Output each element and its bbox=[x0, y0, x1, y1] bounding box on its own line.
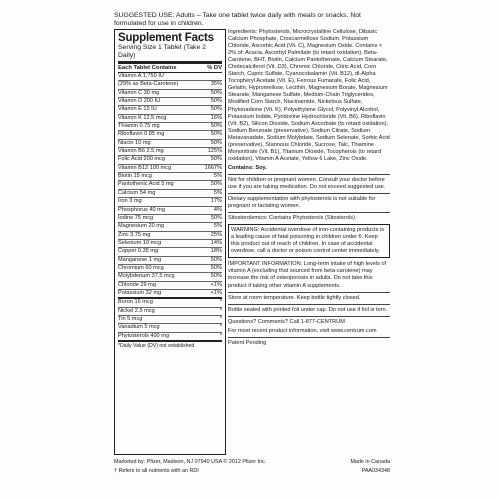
nutrient-dv: 50% bbox=[210, 123, 222, 130]
label-footer bbox=[114, 458, 390, 476]
dv-footnote: *Daily Value (DV) not established. bbox=[118, 343, 196, 349]
warning-box: WARNING: Accidental overdose of iron-containing products is a leading cause of fatal poisoning in children under 6. Keep this product out of reach of children. In case of accidental overdose, call a doctor or poison control center immediately. bbox=[228, 224, 390, 258]
nutrient-name: Molybdenum 37.5 mcg bbox=[118, 273, 175, 280]
nutrient-name: Selenium 10 mcg bbox=[118, 239, 162, 246]
nutrient-row bbox=[118, 148, 222, 156]
nutrient-dv: 17% bbox=[210, 198, 222, 205]
nutrient-dv: * bbox=[219, 315, 222, 322]
nutrient-name: Chromium 60 mcg bbox=[118, 264, 164, 271]
product-code: PAA034348 bbox=[361, 468, 390, 474]
nutrient-name: Vitamin A 1,750 IU bbox=[118, 73, 164, 79]
nutrient-name: Riboflavin 0.85 mg bbox=[118, 131, 165, 138]
consult-text: Not for children or pregnant women. Consult your doctor before use if you are taking medication. Do not exceed suggested use. bbox=[228, 176, 386, 190]
nutrient-name: Magnesium 20 mg bbox=[118, 223, 165, 230]
made-in: Made in Canada bbox=[350, 459, 390, 465]
nutrient-rows bbox=[118, 73, 222, 299]
nutrient-dv: 50% bbox=[210, 264, 222, 271]
header-right: % DV bbox=[207, 65, 222, 71]
storage-text: Store at room temperature. Keep bottle tightly closed. bbox=[228, 294, 361, 301]
nutrient-rows-no-dv bbox=[118, 299, 222, 342]
nutrient-dv: <1% bbox=[210, 281, 222, 288]
nutrient-name: Vitamin D 200 IU bbox=[118, 98, 161, 105]
nutrient-dv: 5% bbox=[213, 189, 222, 196]
nutrient-row bbox=[118, 131, 222, 139]
nutrient-row bbox=[118, 198, 222, 206]
nutrient-name: Niacin 10 mg bbox=[118, 139, 151, 146]
nutrient-row bbox=[118, 316, 222, 324]
nutrient-row bbox=[118, 223, 222, 231]
nutrient-row bbox=[118, 248, 222, 256]
nutrient-row bbox=[118, 240, 222, 248]
nutrient-dv: 50% bbox=[210, 89, 222, 96]
nutrient-name: Folic Acid 200 mcg bbox=[118, 156, 165, 163]
nutrient-name: Phytosterols 400 mg bbox=[118, 332, 169, 339]
nutrient-dv: 50% bbox=[210, 131, 222, 138]
suggested-use-text: SUGGESTED USE: Adults – Take one tablet twice daily with meals or snacks. Not formulated for use in children. bbox=[114, 12, 361, 28]
nutrient-row bbox=[118, 324, 222, 332]
nutrient-dv: 50% bbox=[210, 214, 222, 221]
nutrient-row bbox=[118, 106, 222, 114]
divider bbox=[228, 292, 390, 293]
questions-text: Questions? Comments? Call 1-877-CENTRUM bbox=[228, 318, 345, 325]
divider bbox=[228, 304, 390, 305]
nutrient-dv: * bbox=[219, 332, 222, 339]
rdi-footnote: † Refers to all nutrients with an RDI bbox=[114, 468, 199, 474]
nutrient-name: Tin 5 mcg bbox=[118, 315, 143, 322]
nutrient-row bbox=[118, 81, 222, 89]
nutrient-dv: 16% bbox=[210, 114, 222, 121]
nutrient-dv: 4% bbox=[213, 206, 222, 213]
nutrient-row bbox=[118, 173, 222, 181]
nutrient-row bbox=[118, 257, 222, 265]
ingredients-text: Ingredients: Phytosterols, Microcrystalline Cellulose, Dibasic Calcium Phosphate, Croscarmellose Sodium, Potassium Chloride, Ascorbic Acid (Vit. C), Magnesium Oxide. Contains < 2% of: Acacia, Ascorbyl Palmitate (to retard oxidation), Beta-Carotene, BHT, Biotin, Calcium Pantothenate, Calcium Stearate, Cholecalciferol (Vit. D3), Chromic Chloride, Citric Acid, Corn Starch, Cupric Sulfate, Cyanocobalamin (Vit. B12), dl-Alpha Tocopheryl Acetate (Vit. E), Ferrous Fumarate, Folic Acid, Gelatin, Hypromellose, Lecithin, Magnesium Borate, Magnesium Stearate, Manganese Sulfate, Medium-Chain Triglycerides, Modified Corn Starch, Niacinamide, Nickelous Sulfate, Phytonadione (Vit. K), Polyethylene Glycol, Polyvinyl Alcohol, Potassium Iodide, Pyridoxine Hydrochloride (Vit. B6), Riboflavin (Vit. B2), Silicon Dioxide, Sodium Ascorbate (to retard oxidation), Sodium Benzoate (preservative), Sodium Citrate, Sodium Metavanadate, Sodium Molybdate, Sodium Selenate, Sorbic Acid (preservative), Stannous Chloride, Sucrose, Talc, Thiamine Mononitrate (Vit. B1), Titanium Dioxide, Tocopherols (to retard oxidation), Vitamin A Acetate, Yellow 6 Lake, Zinc Oxide. bbox=[228, 29, 390, 162]
nutrient-name: Pantothenic Acid 5 mg bbox=[118, 181, 174, 188]
nutrient-name: Vitamin C 30 mg bbox=[118, 89, 160, 96]
nutrient-row bbox=[118, 165, 222, 173]
nutrient-row bbox=[118, 265, 222, 273]
nutrient-name: Vitamin K 12.5 mcg bbox=[118, 114, 167, 121]
nutrient-name: Iron 3 mg bbox=[118, 198, 142, 205]
nutrient-row bbox=[118, 308, 222, 316]
nutrient-name: Manganese 1 mg bbox=[118, 256, 162, 263]
nutrient-row bbox=[118, 273, 222, 281]
divider bbox=[228, 212, 390, 213]
header-left: Each Tablet Contains bbox=[118, 65, 177, 71]
nutrient-row bbox=[118, 73, 222, 81]
marketed-by: Marketed by: Pfizer, Madison, NJ 07940 USA © 2012 Pfizer Inc. bbox=[114, 459, 267, 465]
facts-title: Supplement Facts bbox=[118, 32, 214, 44]
serving-size: Serving Size 1 Tablet (Take 2 Daily) bbox=[118, 44, 222, 64]
nutrient-row bbox=[118, 90, 222, 98]
dietary-text: Dietary supplementation with phytosterols is not suitable for pregnant or lactating women. bbox=[228, 196, 376, 210]
nutrient-dv: 50% bbox=[210, 106, 222, 113]
nutrient-row bbox=[118, 290, 222, 299]
marketed-line bbox=[114, 458, 390, 467]
nutrient-row bbox=[118, 333, 222, 342]
nutrient-dv: * bbox=[219, 307, 222, 314]
nutrient-dv: 25% bbox=[210, 231, 222, 238]
nutrient-dv: 50% bbox=[210, 156, 222, 163]
nutrient-name: Vitamin B12 100 mcg bbox=[118, 164, 172, 171]
nutrient-row bbox=[118, 156, 222, 164]
nutrient-row bbox=[118, 215, 222, 223]
nutrient-dv: 50% bbox=[210, 139, 222, 146]
product-info-text: For most recent product information, visit www.centrum.com bbox=[228, 327, 377, 334]
nutrient-name: Biotin 15 mcg bbox=[118, 173, 152, 180]
nutrient-row bbox=[118, 299, 222, 307]
sealed-text: Bottle sealed with printed foil under cap. Do not use if foil is torn. bbox=[228, 306, 388, 313]
nutrient-name: Vitamin B6 2.5 mg bbox=[118, 148, 164, 155]
divider bbox=[228, 316, 390, 317]
nutrient-dv: 14% bbox=[210, 239, 222, 246]
nutrient-row bbox=[118, 232, 222, 240]
nutrient-dv: 5% bbox=[213, 223, 222, 230]
nutrient-name: Chloride 29 mg bbox=[118, 281, 156, 288]
nutrient-name: Thiamin 0.75 mg bbox=[118, 123, 160, 130]
nutrient-name: Zinc 3.75 mg bbox=[118, 231, 151, 238]
rdi-line bbox=[114, 467, 390, 476]
nutrient-dv: <1% bbox=[210, 289, 222, 296]
nutrient-row bbox=[118, 98, 222, 106]
divider bbox=[228, 174, 390, 175]
sitosterolemics-text: Sitosterolemics: Contains Phytosterols (Sitosterols). bbox=[228, 215, 357, 222]
nutrient-dv: 5% bbox=[213, 173, 222, 180]
right-column bbox=[228, 29, 390, 349]
nutrient-row bbox=[118, 190, 222, 198]
nutrient-name: Vitamin E 15 IU bbox=[118, 106, 157, 113]
nutrient-name: Nickel 2.5 mcg bbox=[118, 307, 155, 314]
nutrient-row bbox=[118, 123, 222, 131]
nutrient-row bbox=[118, 115, 222, 123]
nutrient-row bbox=[118, 181, 222, 189]
nutrient-name: Iodine 75 mcg bbox=[118, 214, 154, 221]
nutrient-dv: 35% bbox=[210, 81, 222, 88]
nutrient-dv: 50% bbox=[210, 98, 222, 105]
divider bbox=[228, 193, 390, 194]
nutrient-dv: 125% bbox=[207, 148, 222, 155]
nutrient-row bbox=[118, 140, 222, 148]
nutrient-dv: 18% bbox=[210, 248, 222, 255]
divider bbox=[228, 337, 390, 338]
nutrient-dv: 50% bbox=[210, 256, 222, 263]
nutrient-dv: 50% bbox=[210, 273, 222, 280]
nutrient-dv: 1667% bbox=[204, 164, 222, 171]
nutrient-name: Vanadium 5 mcg bbox=[118, 324, 160, 331]
patent-text: Patent Pending bbox=[228, 339, 267, 346]
nutrient-row bbox=[118, 207, 222, 215]
nutrient-row bbox=[118, 282, 222, 290]
nutrient-name: Phosphorus 40 mg bbox=[118, 206, 165, 213]
nutrient-name: Boron 16 mcg bbox=[118, 299, 153, 306]
nutrient-dv: * bbox=[219, 324, 222, 331]
contains-text: Contains: Soy. bbox=[228, 164, 267, 171]
facts-header bbox=[118, 64, 222, 73]
supplement-facts-panel bbox=[114, 29, 226, 455]
nutrient-dv: * bbox=[219, 299, 222, 306]
nutrient-name: Copper 0.35 mg bbox=[118, 248, 159, 255]
important-info-text: IMPORTANT INFORMATION: Long-term intake of high levels of vitamin A (excluding that sourced from beta-carotene) may increase the risk of osteoporosis in adults. Do not take this product if taking other vitamin A supplements. bbox=[228, 261, 387, 289]
nutrient-name: Calcium 54 mg bbox=[118, 189, 156, 196]
nutrient-name: Potassium 32 mg bbox=[118, 289, 162, 296]
nutrient-name: (29% as Beta-Carotene) bbox=[118, 81, 179, 88]
nutrient-dv: 50% bbox=[210, 181, 222, 188]
